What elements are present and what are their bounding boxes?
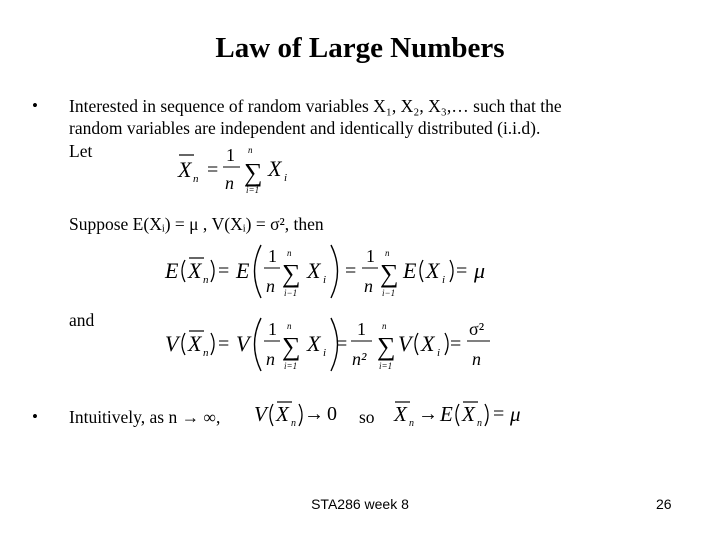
symbol-x: X <box>188 258 202 283</box>
denominator-n: n <box>266 276 275 296</box>
symbol-x: X <box>421 331 435 356</box>
footer-course: STA286 week 8 <box>311 496 409 512</box>
symbol-x: X <box>426 258 440 283</box>
numerator-one: 1 <box>226 145 235 165</box>
sum-sign: ∑ <box>380 259 399 288</box>
symbol-v: V <box>236 331 250 356</box>
symbol-v: V <box>165 331 179 356</box>
sum-sign: ∑ <box>282 332 301 361</box>
sum-upper: n <box>287 321 292 331</box>
subscript-i: i <box>437 347 441 359</box>
mean-limit-expression <box>390 396 540 432</box>
subscript-n: n <box>193 173 199 185</box>
numerator-one: 1 <box>357 319 366 339</box>
equals-sign: = <box>456 260 468 282</box>
symbol-x: X <box>394 402 407 426</box>
sum-upper: n <box>385 248 390 258</box>
equals-sign: = <box>218 333 230 355</box>
denominator-n: n <box>472 349 481 369</box>
equals-sign: = <box>207 159 219 181</box>
sample-mean-equation <box>170 140 300 198</box>
let-text: Let <box>69 141 93 161</box>
bullet-marker: • <box>32 96 38 115</box>
sum-sign: ∑ <box>244 158 263 187</box>
equals-sign: = <box>336 333 348 355</box>
suppose-text: Suppose E(Xᵢ) = μ , V(Xᵢ) = σ², then <box>69 214 324 234</box>
symbol-x: X <box>268 156 282 181</box>
numerator-one: 1 <box>268 246 277 266</box>
symbol-x: X <box>178 157 192 182</box>
sum-lower: i−1 <box>284 288 298 298</box>
arrow-icon: → <box>418 403 438 425</box>
sum-lower: i=1 <box>379 361 393 371</box>
denominator-n: n <box>266 349 275 369</box>
sum-lower: i=1 <box>284 361 298 371</box>
expectation-equation <box>160 240 500 302</box>
arrow-icon: → <box>304 403 324 425</box>
subscript-n: n <box>477 418 482 429</box>
symbol-e: E <box>165 258 179 283</box>
symbol-v: V <box>254 402 267 426</box>
equals-sign: = <box>218 260 230 282</box>
subscript-n: n <box>291 418 296 429</box>
symbol-v: V <box>398 331 412 356</box>
subscript-i: i <box>323 274 327 286</box>
denominator-n: n <box>364 276 373 296</box>
symbol-zero: 0 <box>327 403 337 425</box>
subscript-i: i <box>323 347 327 359</box>
symbol-x: X <box>307 331 321 356</box>
sum-sign: ∑ <box>282 259 301 288</box>
sum-upper: n <box>382 321 387 331</box>
subscript-n: n <box>203 347 209 359</box>
equals-sign: = <box>493 403 505 425</box>
so-text: so <box>359 407 375 427</box>
sum-upper: n <box>287 248 292 258</box>
symbol-x: X <box>462 402 475 426</box>
slide-title: Law of Large Numbers <box>215 32 505 64</box>
denominator-n-squared: n² <box>352 349 367 369</box>
variance-limit-expression <box>252 396 352 432</box>
symbol-x: X <box>188 331 202 356</box>
symbol-e: E <box>403 258 417 283</box>
page-number: 26 <box>656 496 672 512</box>
numerator-one: 1 <box>366 246 375 266</box>
sum-sign: ∑ <box>377 332 396 361</box>
variance-equation <box>160 313 500 375</box>
bullet-marker: • <box>32 407 38 426</box>
symbol-mu: μ <box>474 258 486 283</box>
symbol-x: X <box>276 402 289 426</box>
symbol-mu: μ <box>510 402 521 426</box>
symbol-e: E <box>440 402 453 426</box>
bullet1-line1: Interested in sequence of random variables X₁, X₂, X₃,… such that the <box>69 96 562 116</box>
numerator-one: 1 <box>268 319 277 339</box>
and-text: and <box>69 310 95 330</box>
equals-sign: = <box>345 260 357 282</box>
subscript-i: i <box>284 172 288 184</box>
subscript-n: n <box>203 274 209 286</box>
intuitively-text: Intuitively, as n → ∞, <box>69 407 221 427</box>
sum-lower: i−1 <box>382 288 396 298</box>
denominator-n: n <box>225 173 234 193</box>
symbol-x: X <box>307 258 321 283</box>
equals-sign: = <box>450 333 462 355</box>
subscript-i: i <box>442 274 446 286</box>
sum-upper: n <box>248 145 253 155</box>
sum-lower: i=1 <box>246 185 260 195</box>
symbol-e: E <box>236 258 250 283</box>
bullet1-line2: random variables are independent and identically distributed (i.i.d). <box>69 118 541 138</box>
numerator-sigma-squared: σ² <box>469 319 485 339</box>
subscript-n: n <box>409 418 414 429</box>
